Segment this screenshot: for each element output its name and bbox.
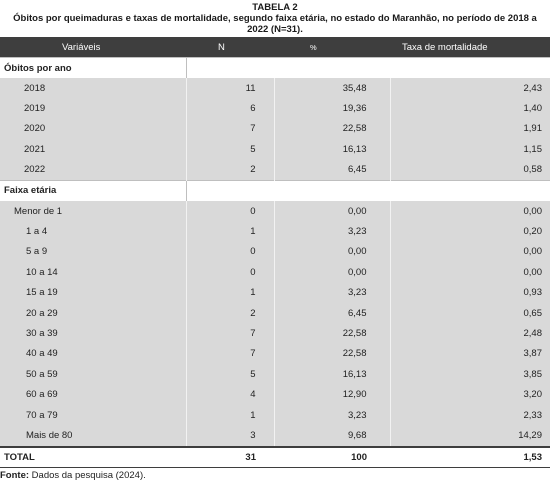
row-n: 4 [186, 384, 274, 404]
row-label: 2021 [0, 139, 186, 159]
table-row [0, 425, 550, 446]
row-taxa: 0,00 [390, 242, 550, 262]
section-row [0, 180, 550, 201]
row-percent: 6,45 [274, 160, 390, 181]
row-n: 0 [186, 242, 274, 262]
row-percent: 3,23 [274, 405, 390, 425]
row-label: 60 a 69 [0, 384, 186, 404]
row-label: 30 a 39 [0, 323, 186, 343]
row-taxa: 2,33 [390, 405, 550, 425]
row-percent: 0,00 [274, 262, 390, 282]
row-taxa: 0,58 [390, 160, 550, 181]
row-n: 0 [186, 262, 274, 282]
table-row [0, 119, 550, 139]
row-label: Menor de 1 [0, 201, 186, 221]
table-title-line-2: 2022 (N=31). [247, 24, 303, 35]
total-row [0, 447, 550, 468]
row-taxa: 2,48 [390, 323, 550, 343]
table-source [0, 470, 550, 481]
header-taxa: Taxa de mortalidade [390, 37, 550, 58]
table-row [0, 344, 550, 364]
row-taxa: 0,65 [390, 303, 550, 323]
section-title-obitos-por-ano: Óbitos por ano [0, 58, 186, 79]
row-label: 2018 [0, 78, 186, 98]
table-row [0, 160, 550, 181]
header-variaveis: Variáveis [0, 37, 186, 58]
row-percent: 3,23 [274, 283, 390, 303]
table-row [0, 384, 550, 404]
total-label: TOTAL [0, 447, 186, 468]
row-percent: 22,58 [274, 119, 390, 139]
row-label: 2022 [0, 160, 186, 181]
row-percent: 12,90 [274, 384, 390, 404]
row-taxa: 1,15 [390, 139, 550, 159]
table-row [0, 78, 550, 98]
header-row [0, 37, 550, 58]
table-number: TABELA 2 [252, 2, 298, 13]
table-row [0, 262, 550, 282]
row-n: 3 [186, 425, 274, 446]
row-label: 20 a 29 [0, 303, 186, 323]
table-title-line-1: Óbitos por queimaduras e taxas de mortalidade, segundo faixa etária, no estado do Maranhão, no período de 2018 a [13, 13, 537, 24]
row-percent: 35,48 [274, 78, 390, 98]
row-taxa: 0,20 [390, 221, 550, 241]
source-label: Fonte: [0, 469, 30, 481]
row-percent: 22,58 [274, 344, 390, 364]
row-n: 0 [186, 201, 274, 221]
row-taxa: 1,91 [390, 119, 550, 139]
row-percent: 22,58 [274, 323, 390, 343]
row-percent: 19,36 [274, 98, 390, 118]
total-n: 31 [186, 447, 274, 468]
row-n: 1 [186, 283, 274, 303]
header-percent: % [274, 37, 390, 58]
table-row [0, 303, 550, 323]
row-taxa: 3,85 [390, 364, 550, 384]
row-n: 7 [186, 344, 274, 364]
row-n: 11 [186, 78, 274, 98]
section-title-faixa-etaria: Faixa etária [0, 180, 186, 201]
table-row [0, 242, 550, 262]
row-label: Mais de 80 [0, 425, 186, 446]
row-n: 2 [186, 160, 274, 181]
table-caption [0, 0, 550, 35]
total-taxa: 1,53 [390, 447, 550, 468]
row-n: 1 [186, 405, 274, 425]
table-row [0, 405, 550, 425]
table-row [0, 283, 550, 303]
row-label: 5 a 9 [0, 242, 186, 262]
row-percent: 0,00 [274, 242, 390, 262]
table-row [0, 98, 550, 118]
table-row [0, 221, 550, 241]
row-n: 5 [186, 139, 274, 159]
row-label: 1 a 4 [0, 221, 186, 241]
row-percent: 6,45 [274, 303, 390, 323]
row-percent: 16,13 [274, 139, 390, 159]
row-percent: 9,68 [274, 425, 390, 446]
mortality-table [0, 37, 550, 468]
row-n: 1 [186, 221, 274, 241]
total-percent: 100 [274, 447, 390, 468]
table-row [0, 364, 550, 384]
row-label: 70 a 79 [0, 405, 186, 425]
row-percent: 3,23 [274, 221, 390, 241]
table-row [0, 323, 550, 343]
row-percent: 0,00 [274, 201, 390, 221]
row-taxa: 2,43 [390, 78, 550, 98]
row-n: 7 [186, 119, 274, 139]
row-label: 15 a 19 [0, 283, 186, 303]
row-taxa: 3,87 [390, 344, 550, 364]
row-taxa: 3,20 [390, 384, 550, 404]
row-n: 6 [186, 98, 274, 118]
source-text: Dados da pesquisa (2024). [31, 469, 146, 481]
row-taxa: 0,00 [390, 262, 550, 282]
row-percent: 16,13 [274, 364, 390, 384]
row-n: 7 [186, 323, 274, 343]
row-label: 2020 [0, 119, 186, 139]
row-label: 40 a 49 [0, 344, 186, 364]
row-taxa: 0,00 [390, 201, 550, 221]
row-taxa: 14,29 [390, 425, 550, 446]
row-label: 50 a 59 [0, 364, 186, 384]
table-row [0, 139, 550, 159]
row-label: 2019 [0, 98, 186, 118]
header-n: N [186, 37, 274, 58]
table-row [0, 201, 550, 221]
row-taxa: 0,93 [390, 283, 550, 303]
row-n: 5 [186, 364, 274, 384]
row-n: 2 [186, 303, 274, 323]
row-label: 10 a 14 [0, 262, 186, 282]
section-row [0, 58, 550, 79]
row-taxa: 1,40 [390, 98, 550, 118]
